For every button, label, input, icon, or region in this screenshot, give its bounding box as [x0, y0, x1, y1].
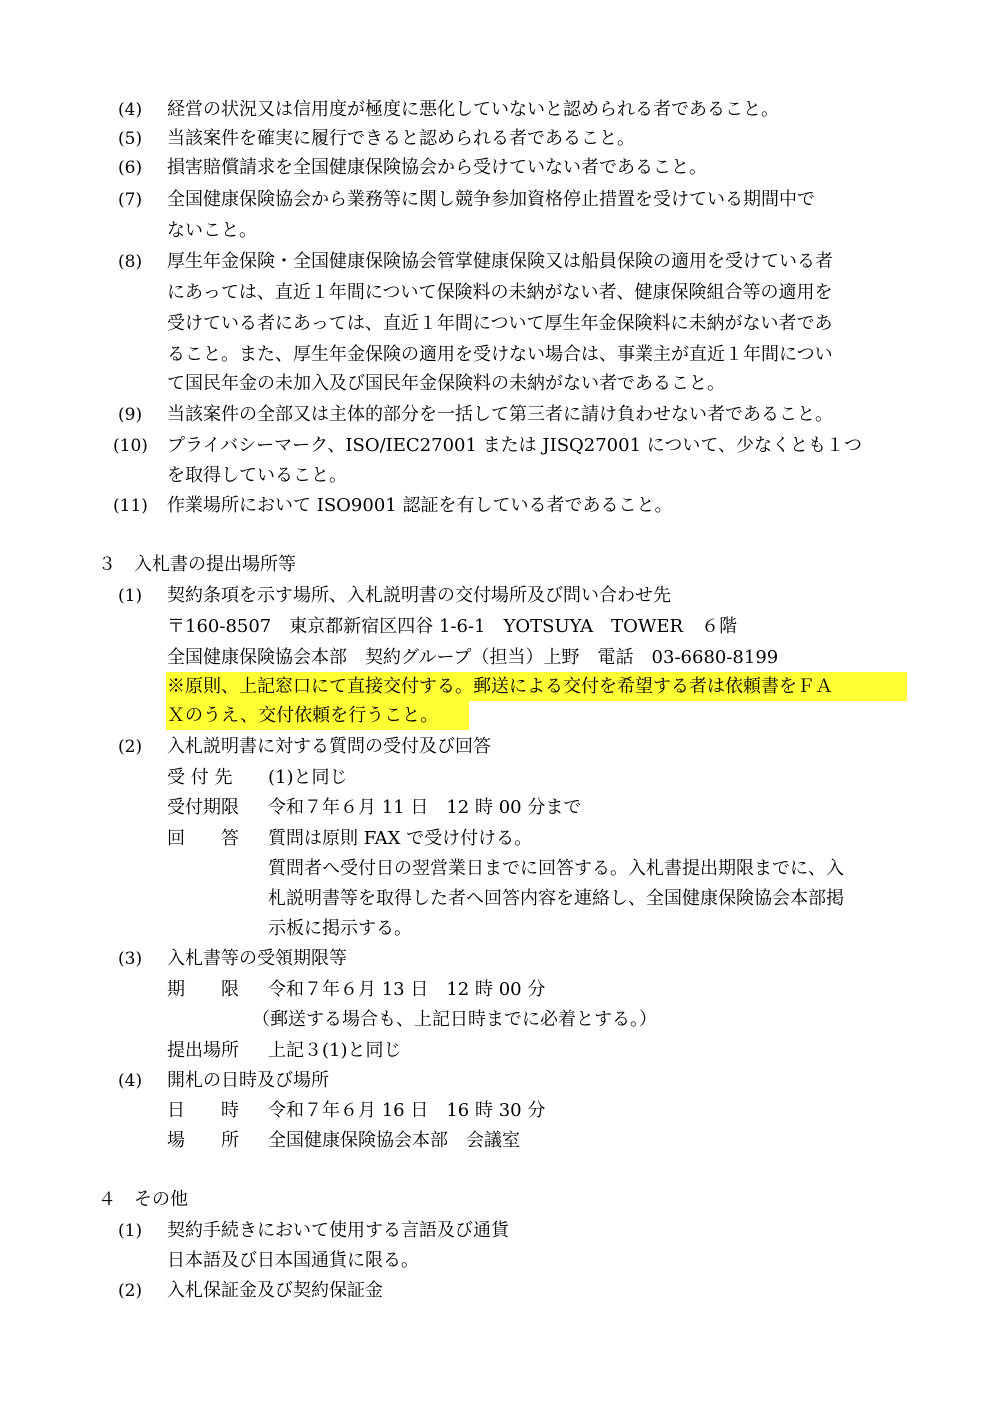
field-value: 上記３(1)と同じ	[268, 1040, 402, 1061]
contact-text: 全国健康保険協会本部 契約グループ（担当）上野 電話 03-6680-8199	[167, 647, 779, 668]
item-number: (4)	[118, 100, 143, 120]
field-label: 受 付 先	[167, 767, 233, 788]
item-text: 契約条項を示す場所、入札説明書の交付場所及び問い合わせ先	[167, 585, 671, 606]
item-text: を取得していること。	[167, 465, 347, 486]
item-number: (4)	[118, 1071, 143, 1091]
address-text: 〒160-8507 東京都新宿区四谷 1-6-1 YOTSUYA TOWER ６階	[167, 616, 738, 637]
item-text: 入札書等の受領期限等	[167, 948, 347, 969]
section-heading: ４ その他	[98, 1189, 188, 1210]
item-text: にあっては、直近１年間について保険料の未納がない者、健康保険組合等の適用を	[167, 282, 833, 303]
item-text: ないこと。	[167, 220, 257, 241]
field-value: (1)と同じ	[268, 767, 348, 788]
item-text: て国民年金の未加入及び国民年金保険料の未納がない者であること。	[167, 373, 725, 394]
item-number: (3)	[118, 949, 143, 969]
field-label: 日 時	[167, 1100, 239, 1121]
highlighted-note: Ｘのうえ、交付依頼を行うこと。	[167, 705, 439, 726]
field-label: 回 答	[167, 828, 239, 849]
item-text: 経営の状況又は信用度が極度に悪化していないと認められる者であること。	[167, 99, 779, 120]
item-text: プライバシーマーク、ISO/IEC27001 または JISQ27001 について、少なくとも１つ	[167, 435, 863, 456]
field-label: 場 所	[167, 1130, 239, 1151]
highlighted-note: ※原則、上記窓口にて直接交付する。郵送による交付を希望する者は依頼書をＦＡ	[167, 676, 833, 697]
item-number: (5)	[118, 129, 143, 149]
item-text: 作業場所において ISO9001 認証を有している者であること。	[167, 495, 673, 516]
item-text: 入札説明書に対する質問の受付及び回答	[167, 736, 491, 757]
item-text: 厚生年金保険・全国健康保険協会管掌健康保険又は船員保険の適用を受けている者	[167, 251, 833, 272]
field-label: 期 限	[167, 979, 239, 1000]
answer-text: 札説明書等を取得した者へ回答内容を連絡し、全国健康保険協会本部掲	[268, 888, 844, 909]
field-value: 令和７年６月 16 日 16 時 30 分	[268, 1100, 546, 1121]
item-text: 開札の日時及び場所	[167, 1070, 329, 1091]
item-text: 全国健康保険協会から業務等に関し競争参加資格停止措置を受けている期間中で	[167, 189, 815, 210]
answer-text: 示板に掲示する。	[268, 918, 412, 939]
field-label: 提出場所	[167, 1040, 239, 1061]
item-text: 受けている者にあっては、直近１年間について厚生年金保険料に未納がない者であ	[167, 313, 833, 334]
answer-text: 質問者へ受付日の翌営業日までに回答する。入札書提出期限までに、入	[268, 858, 844, 879]
item-text: 入札保証金及び契約保証金	[167, 1280, 383, 1301]
item-number: (1)	[118, 586, 143, 606]
field-value: 令和７年６月 11 日 12 時 00 分まで	[268, 797, 582, 818]
item-number: (2)	[118, 737, 143, 757]
item-text: 当該案件の全部又は主体的部分を一括して第三者に請け負わせない者であること。	[167, 404, 833, 425]
item-text: 当該案件を確実に履行できると認められる者であること。	[167, 128, 635, 149]
item-number: (2)	[118, 1281, 143, 1301]
field-value: 質問は原則 FAX で受け付ける。	[268, 828, 533, 849]
field-value: 令和７年６月 13 日 12 時 00 分	[268, 979, 546, 1000]
item-number: (7)	[118, 190, 143, 210]
item-number: (11)	[113, 496, 148, 516]
item-number: (8)	[118, 252, 143, 272]
deadline-note: （郵送する場合も、上記日時までに必着とする。）	[252, 1009, 657, 1030]
item-text: 損害賠償請求を全国健康保険協会から受けていない者であること。	[167, 157, 707, 178]
item-text: 日本語及び日本国通貨に限る。	[167, 1250, 419, 1271]
item-number: (9)	[118, 405, 143, 425]
item-number: (1)	[118, 1221, 143, 1241]
field-value: 全国健康保険協会本部 会議室	[268, 1130, 520, 1151]
field-label: 受付期限	[167, 797, 239, 818]
item-number: (6)	[118, 158, 143, 178]
section-heading: ３ 入札書の提出場所等	[98, 554, 296, 575]
item-text: 契約手続きにおいて使用する言語及び通貨	[167, 1220, 509, 1241]
item-number: (10)	[113, 436, 148, 456]
item-text: ること。また、厚生年金保険の適用を受けない場合は、事業主が直近１年間につい	[167, 344, 833, 365]
